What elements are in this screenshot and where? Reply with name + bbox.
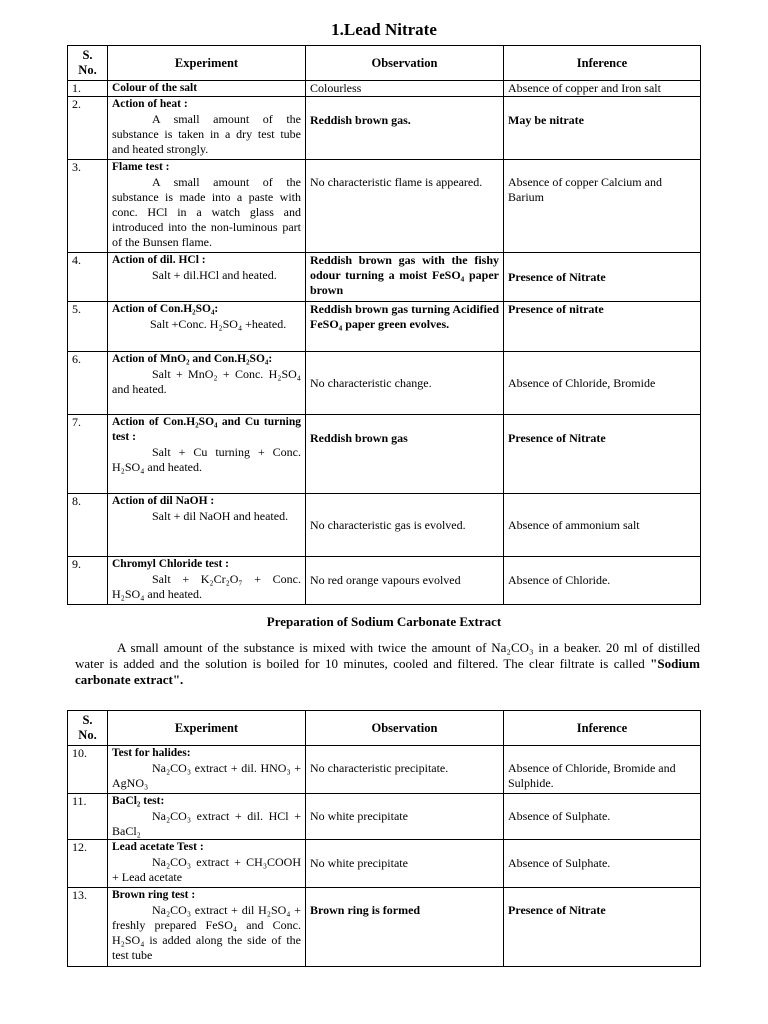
row-number: 11. (68, 794, 108, 840)
table-row (68, 888, 701, 967)
experiment-title: Action of dil. HCl : (112, 254, 206, 266)
observation-cell: No white precipitate (306, 794, 504, 840)
table-row (68, 81, 701, 97)
table-header-row (68, 46, 701, 81)
header-sno: S. No. (68, 46, 108, 81)
header-observation: Observation (306, 711, 504, 746)
experiment-cell (108, 352, 306, 415)
page-title: 1.Lead Nitrate (331, 20, 437, 39)
inference-cell: Absence of Chloride. (504, 557, 701, 605)
inference-cell: Presence of Nitrate (504, 253, 701, 302)
experiment-description: Salt +Conc. H₂SO₄ +heated. (150, 317, 287, 331)
observation-cell: No characteristic precipitate. (306, 746, 504, 794)
paragraph-text: A small amount of the substance is mixed with twice the amount of Na₂CO₃ in a beaker. 20 ml of distilled water is added and the solution is boiled for 10 minutes, cooled and filtered. The clear filtrate is called (75, 640, 700, 671)
observation-cell: Reddish brown gas with the fishy odour turning a moist FeSO₄ paper brown (306, 253, 504, 302)
experiment-title: Chromyl Chloride test : (112, 558, 230, 570)
experiment-title: Action of Con.H₂SO₄ and Cu turning test : (112, 416, 301, 443)
table-row (68, 352, 701, 415)
row-number: 6. (68, 352, 108, 415)
experiment-description: Salt + K₂Cr₂O₇ + Conc. H₂SO₄ and heated. (112, 572, 301, 601)
observation-cell: No characteristic change. (306, 352, 504, 415)
observation-cell: Reddish brown gas. (306, 97, 504, 160)
row-number: 2. (68, 97, 108, 160)
observation-cell: Brown ring is formed (306, 888, 504, 967)
experiment-description: Na₂CO₃ extract + dil. HCl + BaCl₂ (112, 809, 301, 838)
experiment-cell (108, 746, 306, 794)
experiment-description: Salt + Cu turning + Conc. H₂SO₄ and heated. (112, 445, 301, 474)
experiment-description: Salt + dil NaOH and heated. (152, 509, 289, 523)
row-number: 9. (68, 557, 108, 605)
experiment-title: Action of MnO₂ and Con.H₂SO₄: (112, 353, 273, 365)
experiment-cell (108, 888, 306, 967)
row-number: 1. (68, 81, 108, 97)
observation-cell: No characteristic gas is evolved. (306, 494, 504, 557)
experiment-title: BaCl₂ test: (112, 795, 165, 807)
row-number: 8. (68, 494, 108, 557)
observation-cell: No characteristic flame is appeared. (306, 160, 504, 253)
experiment-title: Test for halides: (112, 747, 191, 759)
inference-cell: Absence of Sulphate. (504, 840, 701, 888)
table-row (68, 253, 701, 302)
row-number: 12. (68, 840, 108, 888)
experiment-cell (108, 557, 306, 605)
observation-cell: Reddish brown gas turning Acidified FeSO₄ paper green evolves. (306, 302, 504, 352)
inference-cell: Absence of Chloride, Bromide and Sulphide. (504, 746, 701, 794)
experiment-cell (108, 81, 306, 97)
observation-cell: Reddish brown gas (306, 415, 504, 494)
experiment-cell (108, 253, 306, 302)
inference-cell: Presence of Nitrate (504, 415, 701, 494)
row-number: 4. (68, 253, 108, 302)
header-sno: S. No. (68, 711, 108, 746)
table-row (68, 794, 701, 840)
experiment-cell (108, 160, 306, 253)
table-row (68, 97, 701, 160)
header-experiment: Experiment (108, 711, 306, 746)
extract-preparation-paragraph (75, 640, 700, 688)
row-number: 3. (68, 160, 108, 253)
table-header-row (68, 711, 701, 746)
inference-cell: May be nitrate (504, 97, 701, 160)
experiment-cell (108, 840, 306, 888)
table-row (68, 160, 701, 253)
inference-cell: Absence of copper and Iron salt (504, 81, 701, 97)
observation-cell: Colourless (306, 81, 504, 97)
table-row (68, 302, 701, 352)
table-row (68, 494, 701, 557)
paragraph-bold-term: "Sodium carbonate extract". (75, 656, 700, 687)
experiment-cell (108, 302, 306, 352)
experiment-description: Salt + MnO₂ + Conc. H₂SO₄ and heated. (112, 367, 301, 396)
experiment-cell (108, 415, 306, 494)
row-number: 7. (68, 415, 108, 494)
experiment-description: A small amount of the substance is taken in a dry test tube and heated strongly. (112, 112, 301, 156)
experiment-title: Action of dil NaOH : (112, 495, 215, 507)
header-observation: Observation (306, 46, 504, 81)
experiment-description: Na₂CO₃ extract + dil H₂SO₄ + freshly prepared FeSO₄ and Conc. H₂SO₄ is added along the side of the test tube (112, 903, 301, 962)
row-number: 5. (68, 302, 108, 352)
inference-cell: Absence of ammonium salt (504, 494, 701, 557)
table-row (68, 840, 701, 888)
lead-nitrate-table (67, 45, 701, 605)
experiment-cell (108, 97, 306, 160)
header-inference: Inference (504, 711, 701, 746)
header-inference: Inference (504, 46, 701, 81)
experiment-title: Colour of the salt (112, 82, 198, 94)
experiment-title: Lead acetate Test : (112, 841, 204, 853)
experiment-title: Flame test : (112, 161, 170, 173)
experiment-title: Brown ring test : (112, 889, 196, 901)
table-row (68, 746, 701, 794)
sodium-carbonate-extract-table (67, 710, 701, 967)
inference-cell: Presence of Nitrate (504, 888, 701, 967)
row-number: 10. (68, 746, 108, 794)
observation-cell: No red orange vapours evolved (306, 557, 504, 605)
inference-cell: Absence of Chloride, Bromide (504, 352, 701, 415)
experiment-description: Na₂CO₃ extract + dil. HNO₃ + AgNO₃ (112, 761, 301, 790)
experiment-cell (108, 794, 306, 840)
section-title: Preparation of Sodium Carbonate Extract (266, 614, 502, 629)
experiment-title: Action of heat : (112, 98, 188, 110)
table-row (68, 415, 701, 494)
inference-cell: Presence of nitrate (504, 302, 701, 352)
inference-cell: Absence of copper Calcium and Barium (504, 160, 701, 253)
header-experiment: Experiment (108, 46, 306, 81)
experiment-description: Na₂CO₃ extract + CH₃COOH + Lead acetate (112, 855, 301, 884)
experiment-title: Action of Con.H₂SO₄: (112, 303, 219, 315)
experiment-description: Salt + dil.HCl and heated. (152, 268, 277, 282)
row-number: 13. (68, 888, 108, 967)
inference-cell: Absence of Sulphate. (504, 794, 701, 840)
table-row (68, 557, 701, 605)
experiment-description: A small amount of the substance is made into a paste with conc. HCl in a watch glass and introduced into the non-luminous part of the Bunsen flame. (112, 175, 301, 249)
experiment-cell (108, 494, 306, 557)
observation-cell: No white precipitate (306, 840, 504, 888)
